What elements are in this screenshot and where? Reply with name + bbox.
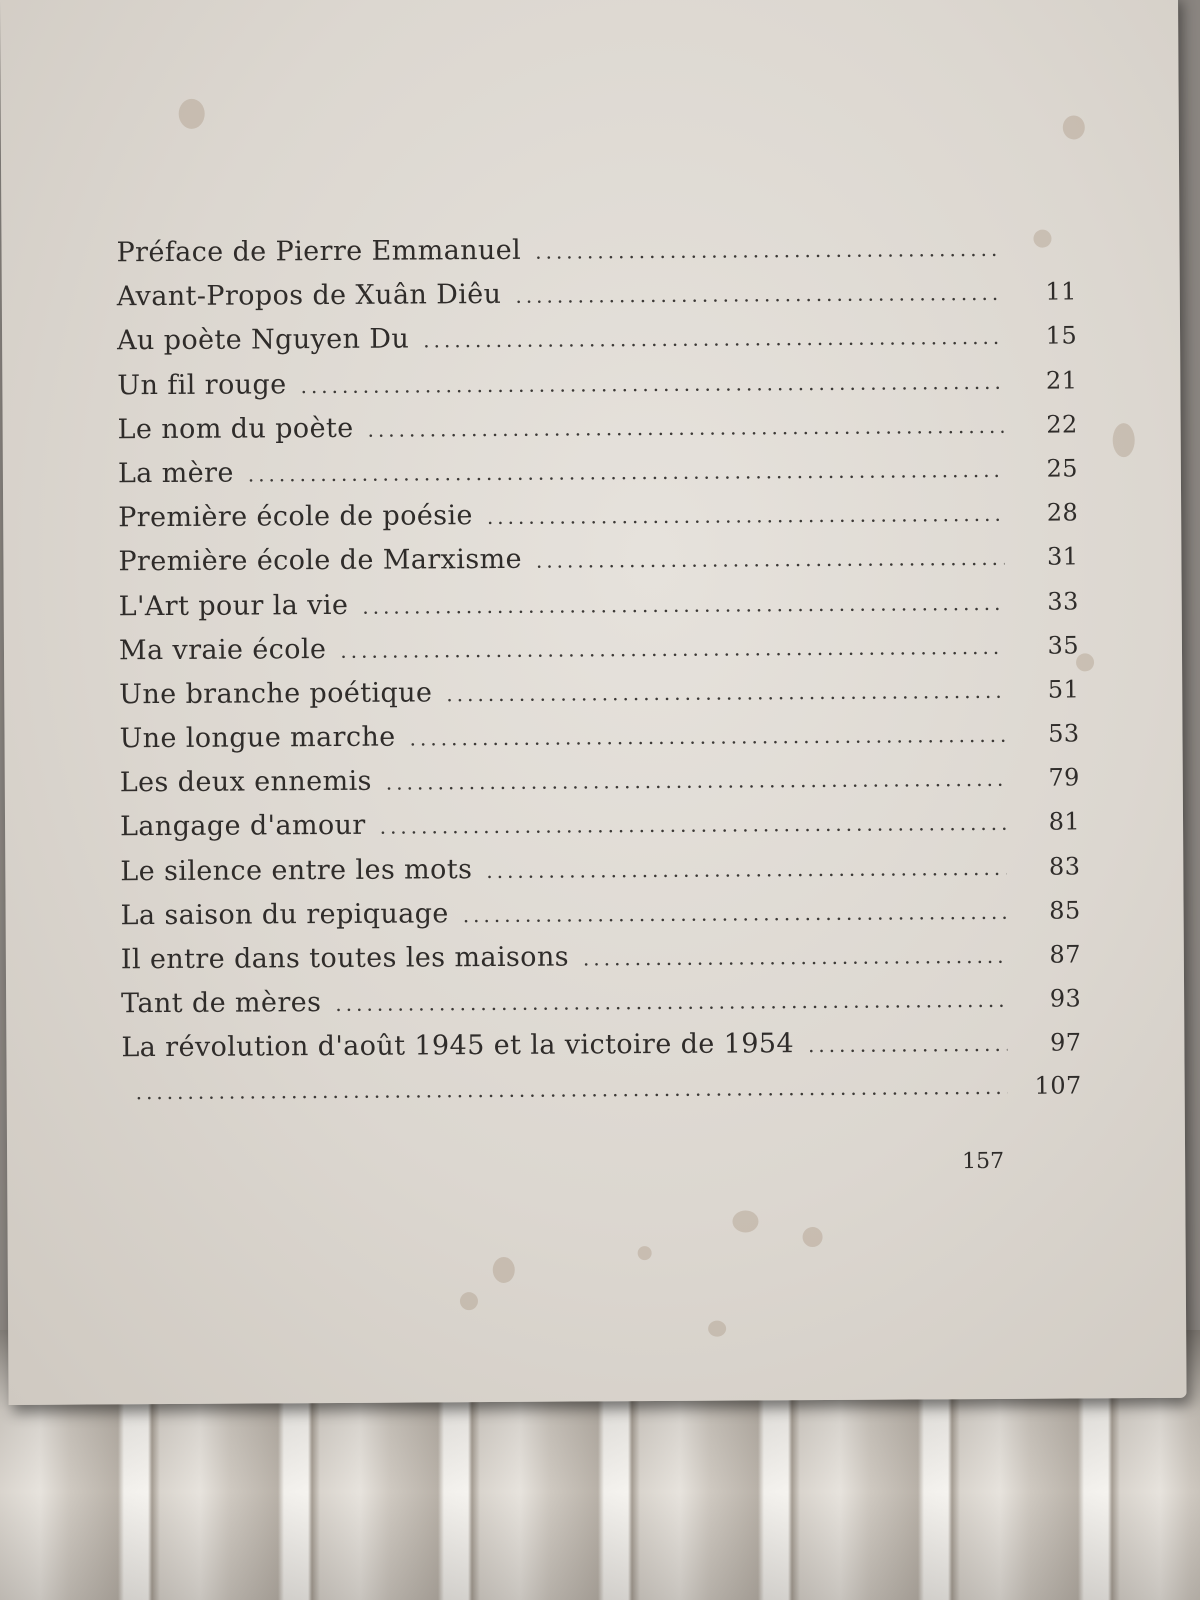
toc-entry (119, 629, 1079, 679)
toc-entry (120, 850, 1080, 900)
foxing-spot (708, 1321, 726, 1337)
toc-entry (121, 938, 1081, 988)
toc-entry-title: L'Art pour la vie (118, 589, 349, 622)
toc-entry-page: 33 (1047, 586, 1079, 616)
foxing-spot (1113, 423, 1135, 457)
toc-entry-title: Préface de Pierre Emmanuel (116, 234, 522, 269)
toc-entry-page: 93 (1049, 984, 1082, 1013)
toc-dot-leader (380, 811, 1007, 839)
toc-entry-title: Une branche poétique (119, 677, 433, 711)
page-number: 157 (962, 1148, 1005, 1175)
toc-entry-title: Première école de Marxisme (118, 544, 523, 578)
toc-dot-leader (335, 988, 1007, 1016)
toc-entry-page: 28 (1046, 498, 1079, 527)
foxing-spot (1063, 115, 1085, 139)
toc-dot-leader (248, 458, 1004, 487)
toc-entry (121, 894, 1081, 944)
toc-entry-title: Au poète Nguyen Du (116, 323, 410, 357)
toc-entry-page: 87 (1049, 940, 1081, 969)
toc-entry-title: Tant de mères (121, 987, 322, 1020)
toc-entry-title: Un fil rouge (117, 368, 287, 401)
toc-dot-leader (486, 855, 1006, 882)
toc-entry (121, 1027, 1081, 1077)
toc-entry (120, 762, 1080, 812)
toc-entry-page: 25 (1046, 454, 1078, 483)
toc-entry-title: Langage d'amour (119, 810, 366, 843)
toc-dot-leader (515, 281, 1003, 308)
toc-entry-page: 15 (1045, 321, 1078, 350)
toc-dot-leader (446, 679, 1005, 706)
toc-dot-leader (583, 944, 1007, 971)
toc-entry-page: 97 (1049, 1028, 1082, 1057)
toc-entry (119, 717, 1079, 767)
toc-entry-page: 85 (1049, 896, 1081, 925)
toc-entry-title: Ma vraie école (118, 633, 327, 666)
table-of-contents (116, 231, 1081, 1121)
toc-dot-leader (386, 767, 1006, 795)
foxing-spot (803, 1227, 823, 1247)
toc-entry-title: La mère (117, 457, 234, 490)
toc-entry-title: La saison du repiquage (120, 898, 449, 932)
toc-dot-leader (536, 546, 1005, 573)
toc-entry (118, 408, 1078, 458)
toc-entry (119, 585, 1079, 635)
toc-entry-page: 21 (1045, 365, 1078, 395)
foxing-spot (732, 1210, 758, 1232)
toc-entry (118, 452, 1078, 502)
toc-entry-page: 51 (1047, 675, 1080, 704)
toc-dot-leader (463, 900, 1007, 927)
toc-entry-page: 53 (1048, 719, 1080, 748)
toc-entry (117, 320, 1077, 370)
toc-entry-page: 81 (1048, 807, 1081, 837)
toc-dot-leader (808, 1032, 1008, 1057)
toc-entry-page: 35 (1047, 631, 1080, 660)
toc-dot-leader (136, 1074, 1008, 1103)
toc-dot-leader (367, 414, 1003, 442)
toc-entry (117, 276, 1077, 326)
toc-dot-leader (410, 723, 1006, 751)
toc-entry-title: Le silence entre les mots (120, 853, 473, 887)
toc-entry-page: 31 (1046, 542, 1079, 571)
toc-dot-leader (300, 369, 1003, 397)
toc-dot-leader (535, 237, 1002, 264)
toc-dot-leader (487, 502, 1004, 529)
foxing-spot (179, 99, 205, 129)
toc-entry-title: Le nom du poète (117, 412, 354, 446)
toc-dot-leader (423, 325, 1003, 353)
foxing-spot (638, 1246, 652, 1260)
toc-entry (122, 1071, 1082, 1121)
toc-dot-leader (362, 590, 1005, 618)
toc-entry-page: 11 (1045, 277, 1077, 306)
toc-entry (121, 983, 1081, 1033)
toc-entry (116, 231, 1076, 281)
toc-entry-page: 83 (1048, 852, 1081, 881)
toc-entry-title: Une longue marche (119, 721, 396, 755)
foxing-spot (493, 1257, 515, 1283)
toc-dot-leader (340, 635, 1005, 663)
toc-entry (117, 364, 1077, 414)
toc-entry-page: 107 (1034, 1070, 1082, 1100)
toc-entry-page: 79 (1048, 763, 1080, 792)
toc-entry-page: 22 (1046, 410, 1078, 439)
toc-entry (119, 673, 1079, 723)
toc-entry-title: Avant-Propos de Xuân Diêu (116, 279, 502, 313)
toc-entry (118, 541, 1078, 591)
toc-entry (120, 806, 1080, 856)
toc-entry-title: La révolution d'août 1945 et la victoire de 1954 (121, 1028, 795, 1064)
foxing-spot (460, 1292, 478, 1310)
toc-entry-title: Les deux ennemis (119, 765, 372, 799)
toc-entry-title: Première école de poésie (118, 500, 473, 534)
toc-entry-title: Il entre dans toutes les maisons (120, 941, 570, 976)
toc-entry (118, 497, 1078, 547)
